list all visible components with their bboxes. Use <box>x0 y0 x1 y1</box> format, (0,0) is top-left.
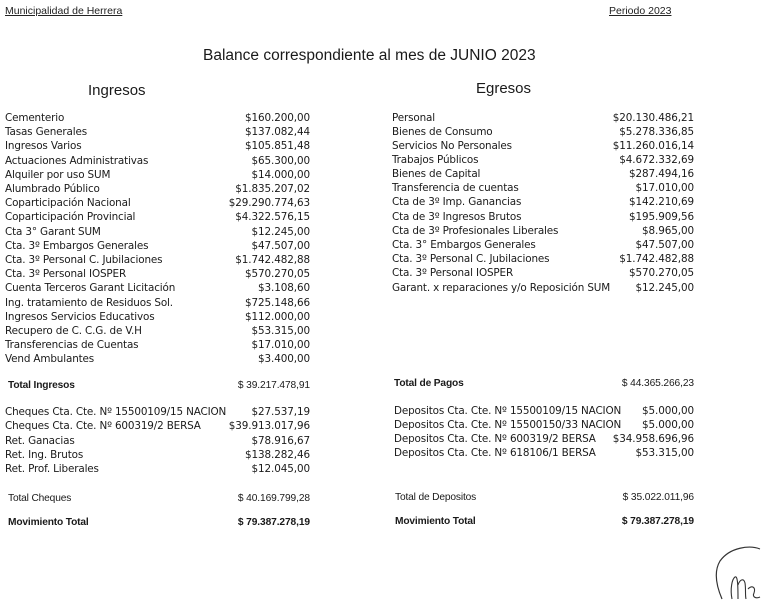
row-label: Tasas Generales <box>5 126 87 138</box>
ingresos-row <box>5 111 310 125</box>
total-ingresos-row <box>8 379 310 393</box>
organization-name: Municipalidad de Herrera <box>5 5 123 17</box>
row-amount: $78.916,67 <box>251 435 310 447</box>
row-label: Servicios No Personales <box>392 140 512 152</box>
row-amount: $12.245,00 <box>251 226 310 238</box>
row-amount: $53.315,00 <box>635 447 694 459</box>
row-amount: $5.278.336,85 <box>619 126 694 138</box>
row-label: Cta de 3º Imp. Ganancias <box>392 196 522 208</box>
row-label: Garant. x reparaciones y/o Reposición SUM <box>392 282 611 294</box>
row-amount: $39.913.017,96 <box>228 420 310 432</box>
ingresos-row <box>5 139 310 153</box>
row-label: Coparticipación Provincial <box>5 211 136 223</box>
row-label: Cementerio <box>5 112 65 124</box>
movimiento-total-amount: $ 79.387.278,19 <box>237 517 310 528</box>
total-depositos-label: Total de Depositos <box>395 492 477 503</box>
total-pagos-amount: $ 44.365.266,23 <box>621 378 694 389</box>
egresos-row <box>392 281 694 295</box>
cheques-row <box>5 434 310 448</box>
row-amount: $1.742.482,88 <box>235 254 310 266</box>
row-label: Cta 3° Garant SUM <box>5 226 101 238</box>
row-amount: $17.010,00 <box>635 182 694 194</box>
depositos-row <box>394 418 694 432</box>
egresos-row <box>392 111 694 125</box>
row-amount: $8.965,00 <box>642 225 694 237</box>
row-amount: $1.835.207,02 <box>235 183 310 195</box>
depositos-row <box>394 432 694 446</box>
row-label: Trabajos Públicos <box>392 154 479 166</box>
row-label: Depositos Cta. Cte. Nº 618106/1 BERSA <box>394 447 596 459</box>
row-label: Ingresos Servicios Educativos <box>5 311 155 323</box>
row-label: Coparticipación Nacional <box>5 197 131 209</box>
row-label: Cta. 3º Personal C. Jubilaciones <box>392 253 550 265</box>
egresos-row <box>392 139 694 153</box>
cheques-row <box>5 405 310 419</box>
ingresos-row <box>5 281 310 295</box>
row-amount: $138.282,46 <box>244 449 310 461</box>
row-label: Ing. tratamiento de Residuos Sol. <box>5 297 173 309</box>
ingresos-row <box>5 125 310 139</box>
cheques-row <box>5 462 310 476</box>
row-amount: $12.045,00 <box>251 463 310 475</box>
row-amount: $4.322.576,15 <box>235 211 310 223</box>
row-amount: $65.300,00 <box>251 155 310 167</box>
total-cheques-label: Total Cheques <box>8 493 72 504</box>
egresos-row <box>392 266 694 280</box>
movimiento-total-label: Movimiento Total <box>395 516 476 527</box>
row-amount: $20.130.486,21 <box>612 112 694 124</box>
row-amount: $3.400,00 <box>258 353 310 365</box>
row-amount: $4.672.332,69 <box>619 154 694 166</box>
row-label: Bienes de Consumo <box>392 126 493 138</box>
ingresos-row <box>5 225 310 239</box>
row-amount: $47.507,00 <box>635 239 694 251</box>
row-label: Cta. 3º Personal C. Jubilaciones <box>5 254 163 266</box>
ingresos-row <box>5 296 310 310</box>
movimiento-total-label: Movimiento Total <box>8 517 89 528</box>
row-label: Cuenta Terceros Garant Licitación <box>5 282 176 294</box>
ingresos-row <box>5 154 310 168</box>
row-label: Depositos Cta. Cte. Nº 15500109/15 NACION <box>394 405 622 417</box>
row-label: Ret. Ing. Brutos <box>5 449 84 461</box>
row-amount: $287.494,16 <box>628 168 694 180</box>
total-depositos-row <box>395 491 694 505</box>
row-label: Personal <box>392 112 435 124</box>
row-label: Alumbrado Público <box>5 183 100 195</box>
row-label: Recupero de C. C.G. de V.H <box>5 325 142 337</box>
ingresos-row <box>5 352 310 366</box>
egresos-row <box>392 153 694 167</box>
depositos-row <box>394 446 694 460</box>
row-amount: $142.210,69 <box>628 196 694 208</box>
row-label: Cta. 3° Embargos Generales <box>392 239 536 251</box>
row-amount: $5.000,00 <box>642 405 694 417</box>
row-label: Depositos Cta. Cte. Nº 600319/2 BERSA <box>394 433 596 445</box>
row-label: Bienes de Capital <box>392 168 481 180</box>
row-label: Transferencia de cuentas <box>392 182 519 194</box>
egresos-row <box>392 252 694 266</box>
egresos-heading: Egresos <box>476 80 532 97</box>
cheques-row <box>5 419 310 433</box>
row-amount: $195.909,56 <box>628 211 694 223</box>
egresos-row <box>392 224 694 238</box>
row-amount: $570.270,05 <box>628 267 694 279</box>
total-pagos-label: Total de Pagos <box>394 378 464 389</box>
row-amount: $1.742.482,88 <box>619 253 694 265</box>
movimiento-total-ingresos-row <box>8 516 310 530</box>
cheques-row <box>5 448 310 462</box>
row-amount: $11.260.016,14 <box>612 140 694 152</box>
row-label: Cta. 3º Embargos Generales <box>5 240 149 252</box>
row-amount: $17.010,00 <box>251 339 310 351</box>
total-ingresos-amount: $ 39.217.478,91 <box>237 380 310 391</box>
ingresos-row <box>5 182 310 196</box>
ingresos-row <box>5 239 310 253</box>
row-label: Vend Ambulantes <box>5 353 95 365</box>
row-amount: $12.245,00 <box>635 282 694 294</box>
total-cheques-amount: $ 40.169.799,28 <box>237 493 310 504</box>
page-title: Balance correspondiente al mes de JUNIO 2023 <box>203 47 536 64</box>
row-label: Ingresos Varios <box>5 140 82 152</box>
row-amount: $53.315,00 <box>251 325 310 337</box>
row-amount: $29.290.774,63 <box>228 197 310 209</box>
movimiento-total-egresos-row <box>395 515 694 529</box>
row-label: Depositos Cta. Cte. Nº 15500150/33 NACION <box>394 419 622 431</box>
ingresos-row <box>5 310 310 324</box>
total-cheques-row <box>8 492 310 506</box>
egresos-row <box>392 181 694 195</box>
row-amount: $5.000,00 <box>642 419 694 431</box>
ingresos-row <box>5 168 310 182</box>
row-label: Cheques Cta. Cte. Nº 15500109/15 NACION <box>5 406 227 418</box>
row-amount: $34.958.696,96 <box>612 433 694 445</box>
row-amount: $14.000,00 <box>251 169 310 181</box>
row-amount: $570.270,05 <box>244 268 310 280</box>
row-label: Ret. Ganacias <box>5 435 75 447</box>
signature-icon <box>712 545 761 600</box>
row-label: Alquiler por uso SUM <box>5 169 111 181</box>
total-ingresos-label: Total Ingresos <box>8 380 75 391</box>
period-label: Periodo 2023 <box>609 5 672 17</box>
ingresos-row <box>5 324 310 338</box>
row-amount: $725.148,66 <box>244 297 310 309</box>
egresos-row <box>392 195 694 209</box>
row-label: Ret. Prof. Liberales <box>5 463 99 475</box>
row-label: Cta. 3º Personal IOSPER <box>5 268 127 280</box>
row-label: Cta de 3º Ingresos Brutos <box>392 211 522 223</box>
row-amount: $47.507,00 <box>251 240 310 252</box>
total-pagos-row <box>394 377 694 391</box>
egresos-row <box>392 210 694 224</box>
egresos-row <box>392 125 694 139</box>
ingresos-row <box>5 210 310 224</box>
row-amount: $160.200,00 <box>244 112 310 124</box>
row-amount: $27.537,19 <box>251 406 310 418</box>
ingresos-row <box>5 338 310 352</box>
row-label: Transferencias de Cuentas <box>5 339 139 351</box>
row-label: Cta. 3º Personal IOSPER <box>392 267 514 279</box>
ingresos-row <box>5 196 310 210</box>
movimiento-total-amount: $ 79.387.278,19 <box>621 516 694 527</box>
ingresos-heading: Ingresos <box>88 82 146 99</box>
egresos-row <box>392 167 694 181</box>
row-amount: $112.000,00 <box>244 311 310 323</box>
ingresos-row <box>5 253 310 267</box>
row-label: Cta de 3º Profesionales Liberales <box>392 225 559 237</box>
row-label: Actuaciones Administrativas <box>5 155 149 167</box>
row-amount: $137.082,44 <box>244 126 310 138</box>
row-amount: $105.851,48 <box>244 140 310 152</box>
row-amount: $3.108,60 <box>258 282 310 294</box>
ingresos-row <box>5 267 310 281</box>
egresos-row <box>392 238 694 252</box>
total-depositos-amount: $ 35.022.011,96 <box>622 492 694 503</box>
depositos-row <box>394 404 694 418</box>
row-label: Cheques Cta. Cte. Nº 600319/2 BERSA <box>5 420 201 432</box>
